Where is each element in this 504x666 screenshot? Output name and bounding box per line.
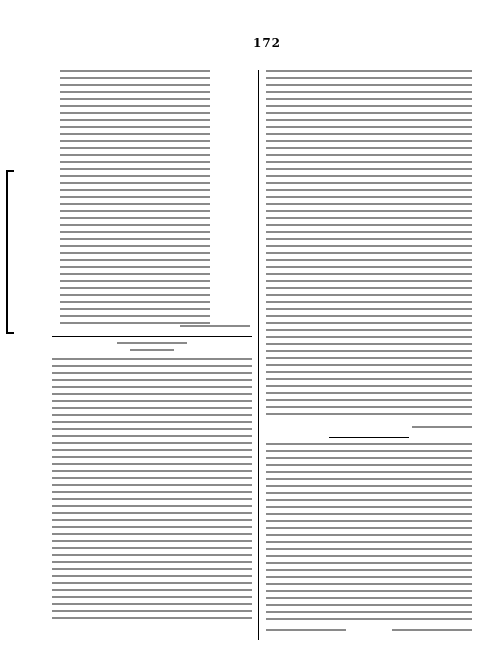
section-divider <box>52 336 252 337</box>
story-continuation-block <box>266 70 472 420</box>
page-number: 172 <box>252 36 282 50</box>
poem-signature-block <box>180 325 250 330</box>
left-column <box>52 70 252 627</box>
story-subtitle-block <box>130 349 174 354</box>
advertisement-footer <box>266 629 472 640</box>
advertisement-block <box>266 443 472 623</box>
poem-block <box>60 70 210 325</box>
story-end-note-block <box>412 426 472 431</box>
short-divider <box>329 437 409 438</box>
story-paragraph-block <box>52 358 252 621</box>
signature-block <box>392 629 472 634</box>
story-title-block <box>117 342 187 347</box>
column-divider <box>258 70 259 640</box>
place-date-block <box>266 629 346 634</box>
edge-bracket-mark <box>6 170 14 334</box>
right-column <box>266 70 472 640</box>
